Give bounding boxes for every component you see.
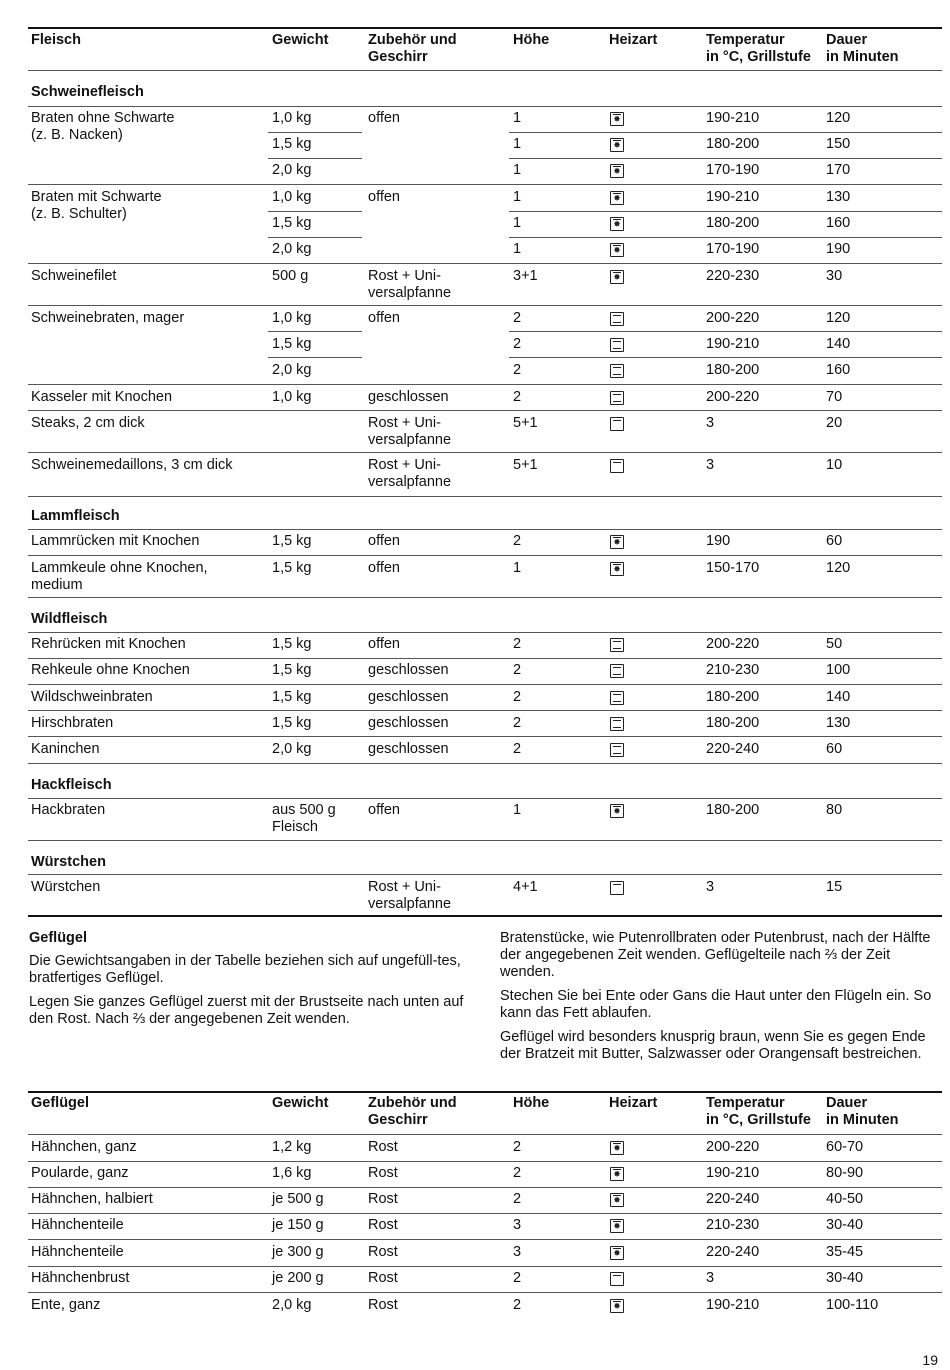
column-header-dauer: in Minuten xyxy=(826,49,899,65)
cell-name: Poularde, ganz xyxy=(31,1165,129,1181)
cell-level: 2 xyxy=(513,1191,522,1207)
cell-duration: 70 xyxy=(826,389,843,405)
cell-duration: 80-90 xyxy=(826,1165,864,1181)
cell-accessory: offen xyxy=(368,636,400,652)
cell-accessory: Rost xyxy=(368,1191,398,1207)
cell-temperature: 220-240 xyxy=(706,741,760,757)
top-bottom-heat-icon xyxy=(610,664,624,678)
cell-duration: 30-40 xyxy=(826,1270,864,1286)
row-divider xyxy=(509,211,942,212)
section-divider xyxy=(28,798,942,799)
cell-duration: 50 xyxy=(826,636,843,652)
fan-grill-icon xyxy=(610,804,624,818)
fan-grill-icon xyxy=(610,1219,624,1233)
column-header-zubehoer: Geschirr xyxy=(368,1112,428,1128)
cell-temperature: 180-200 xyxy=(706,136,760,152)
fan-grill-icon xyxy=(610,164,624,178)
cell-accessory: versalpfanne xyxy=(368,896,452,912)
row-divider xyxy=(268,237,362,238)
cell-name: Schweinemedaillons, 3 cm dick xyxy=(31,457,233,473)
header-divider xyxy=(28,1134,942,1135)
cell-duration: 120 xyxy=(826,310,851,326)
cell-level: 1 xyxy=(513,241,522,257)
cell-temperature: 190-210 xyxy=(706,1165,760,1181)
cell-name: Hirschbraten xyxy=(31,715,114,731)
fan-grill-icon xyxy=(610,243,624,257)
column-header-hoehe: Höhe xyxy=(513,32,550,48)
cell-temperature: 220-240 xyxy=(706,1191,760,1207)
cell-duration: 140 xyxy=(826,689,851,705)
cell-weight: 2,0 kg xyxy=(272,741,312,757)
row-divider xyxy=(268,331,362,332)
cell-level: 2 xyxy=(513,662,522,678)
cell-accessory: geschlossen xyxy=(368,389,449,405)
cell-weight: je 150 g xyxy=(272,1217,324,1233)
header-divider xyxy=(28,70,942,71)
cell-name: Kasseler mit Knochen xyxy=(31,389,173,405)
table-top-rule xyxy=(28,27,942,29)
cell-temperature: 190-210 xyxy=(706,110,760,126)
cell-temperature: 170-190 xyxy=(706,162,760,178)
cell-weight: 2,0 kg xyxy=(272,1297,312,1313)
cell-accessory: geschlossen xyxy=(368,689,449,705)
fan-grill-icon xyxy=(610,217,624,231)
page-number: 19 xyxy=(922,1352,938,1368)
cell-name: Rehrücken mit Knochen xyxy=(31,636,186,652)
cell-level: 2 xyxy=(513,362,522,378)
cell-level: 2 xyxy=(513,1270,522,1286)
cell-name: Würstchen xyxy=(31,879,101,895)
column-header-fleisch: Fleisch xyxy=(31,32,81,48)
row-divider xyxy=(28,263,942,264)
row-divider xyxy=(28,496,942,497)
cell-duration: 30 xyxy=(826,268,843,284)
cell-temperature: 3 xyxy=(706,415,715,431)
cell-duration: 160 xyxy=(826,362,851,378)
section-divider xyxy=(28,632,942,633)
cell-accessory: Rost xyxy=(368,1217,398,1233)
column-header-zubehoer: Geschirr xyxy=(368,49,428,65)
cell-weight: 2,0 kg xyxy=(272,241,312,257)
cell-weight: 1,5 kg xyxy=(272,689,312,705)
cell-temperature: 200-220 xyxy=(706,1139,760,1155)
top-bottom-heat-icon xyxy=(610,638,624,652)
cell-temperature: 200-220 xyxy=(706,310,760,326)
row-divider xyxy=(28,305,942,306)
column-header-temperatur: in °C, Grillstufe xyxy=(706,1112,811,1128)
column-header-temperatur: in °C, Grillstufe xyxy=(706,49,811,65)
grill-icon xyxy=(610,417,624,431)
column-header-dauer: Dauer xyxy=(826,32,868,48)
row-divider xyxy=(268,211,362,212)
cell-accessory: Rost + Uni- xyxy=(368,268,441,284)
cell-accessory: Rost xyxy=(368,1165,398,1181)
row-divider xyxy=(28,1213,942,1214)
section-title: Würstchen xyxy=(31,854,106,870)
cell-level: 5+1 xyxy=(513,457,538,473)
cell-duration: 140 xyxy=(826,336,851,352)
cell-level: 2 xyxy=(513,1297,522,1313)
cell-temperature: 190-210 xyxy=(706,336,760,352)
section-title: Lammfleisch xyxy=(31,508,120,524)
cell-duration: 130 xyxy=(826,715,851,731)
cell-duration: 15 xyxy=(826,879,843,895)
cell-level: 2 xyxy=(513,1165,522,1181)
section-divider xyxy=(28,529,942,530)
cell-name: Lammrücken mit Knochen xyxy=(31,533,200,549)
cell-name: Hähnchenbrust xyxy=(31,1270,130,1286)
cell-weight: 1,5 kg xyxy=(272,336,312,352)
cell-accessory: geschlossen xyxy=(368,662,449,678)
fan-grill-icon xyxy=(610,1141,624,1155)
cell-weight: je 500 g xyxy=(272,1191,324,1207)
row-divider xyxy=(28,555,942,556)
cell-level: 2 xyxy=(513,715,522,731)
cell-temperature: 190-210 xyxy=(706,189,760,205)
cell-weight: 2,0 kg xyxy=(272,362,312,378)
cell-weight: aus 500 g xyxy=(272,802,336,818)
cell-level: 3 xyxy=(513,1217,522,1233)
cell-accessory: offen xyxy=(368,310,400,326)
cell-level: 2 xyxy=(513,389,522,405)
cell-weight: 1,0 kg xyxy=(272,189,312,205)
paragraph: Die Gewichtsangaben in der Tabelle beziehen sich auf ungefüll-tes, bratfertiges Geflügel. xyxy=(29,953,461,986)
column-header-zubehoer: Zubehör und xyxy=(368,32,457,48)
cell-level: 1 xyxy=(513,802,522,818)
cell-temperature: 180-200 xyxy=(706,362,760,378)
cell-level: 1 xyxy=(513,136,522,152)
cell-duration: 120 xyxy=(826,110,851,126)
cell-duration: 100 xyxy=(826,662,851,678)
cell-name: Schweinebraten, mager xyxy=(31,310,185,326)
cell-accessory: versalpfanne xyxy=(368,285,452,301)
section-title: Hackfleisch xyxy=(31,777,112,793)
cell-name: Hackbraten xyxy=(31,802,106,818)
cell-temperature: 180-200 xyxy=(706,215,760,231)
cell-accessory: versalpfanne xyxy=(368,432,452,448)
cell-level: 4+1 xyxy=(513,879,538,895)
column-header-gewicht: Gewicht xyxy=(272,1095,329,1111)
cell-weight: 1,5 kg xyxy=(272,560,312,576)
cell-weight: 1,5 kg xyxy=(272,662,312,678)
grill-icon xyxy=(610,881,624,895)
cell-accessory: Rost + Uni- xyxy=(368,415,441,431)
cell-level: 3+1 xyxy=(513,268,538,284)
cell-temperature: 180-200 xyxy=(706,689,760,705)
cell-duration: 60-70 xyxy=(826,1139,864,1155)
cell-level: 3 xyxy=(513,1244,522,1260)
top-bottom-heat-icon xyxy=(610,691,624,705)
cell-name: Wildschweinbraten xyxy=(31,689,153,705)
row-divider xyxy=(509,132,942,133)
cell-accessory: offen xyxy=(368,560,400,576)
cell-name: medium xyxy=(31,577,83,593)
cell-accessory: Rost xyxy=(368,1270,398,1286)
cell-level: 1 xyxy=(513,215,522,231)
paragraph: Stechen Sie bei Ente oder Gans die Haut unter den Flügeln ein. So kann das Fett ablaufen. xyxy=(500,988,932,1021)
cell-level: 1 xyxy=(513,162,522,178)
cell-temperature: 190-210 xyxy=(706,1297,760,1313)
fan-grill-icon xyxy=(610,138,624,152)
cell-name: (z. B. Schulter) xyxy=(31,206,127,222)
cell-name: Kaninchen xyxy=(31,741,100,757)
cell-name: (z. B. Nacken) xyxy=(31,127,123,143)
column-header-gewicht: Gewicht xyxy=(272,32,329,48)
section-divider xyxy=(28,874,942,875)
column-header-heizart: Heizart xyxy=(609,1095,658,1111)
cell-duration: 160 xyxy=(826,215,851,231)
fan-grill-icon xyxy=(610,1299,624,1313)
cell-level: 1 xyxy=(513,560,522,576)
row-divider xyxy=(28,184,942,185)
cell-weight: 1,2 kg xyxy=(272,1139,312,1155)
row-divider xyxy=(509,357,942,358)
table-top-rule xyxy=(28,1091,942,1093)
table-bottom-rule xyxy=(28,915,942,917)
cell-temperature: 190 xyxy=(706,533,731,549)
cell-weight: Fleisch xyxy=(272,819,318,835)
cell-accessory: offen xyxy=(368,110,400,126)
cell-temperature: 150-170 xyxy=(706,560,760,576)
cell-level: 1 xyxy=(513,189,522,205)
top-bottom-heat-icon xyxy=(610,312,624,326)
cell-weight: 1,6 kg xyxy=(272,1165,312,1181)
section-heading-gefluegel: Geflügel xyxy=(29,930,88,946)
fan-grill-icon xyxy=(610,562,624,576)
fan-grill-icon xyxy=(610,1246,624,1260)
cell-weight: 1,5 kg xyxy=(272,715,312,731)
cell-temperature: 200-220 xyxy=(706,389,760,405)
cell-accessory: Rost + Uni- xyxy=(368,879,441,895)
cell-duration: 80 xyxy=(826,802,843,818)
cell-weight: 2,0 kg xyxy=(272,162,312,178)
cell-temperature: 3 xyxy=(706,879,715,895)
cell-weight: 1,0 kg xyxy=(272,310,312,326)
cell-weight: 1,5 kg xyxy=(272,636,312,652)
cell-temperature: 180-200 xyxy=(706,715,760,731)
cell-duration: 60 xyxy=(826,533,843,549)
cell-name: Braten ohne Schwarte xyxy=(31,110,175,126)
cell-weight: 1,5 kg xyxy=(272,136,312,152)
section-title: Wildfleisch xyxy=(31,611,108,627)
row-divider xyxy=(28,597,942,598)
cell-name: Schweinefilet xyxy=(31,268,117,284)
cell-weight: je 300 g xyxy=(272,1244,324,1260)
cell-duration: 35-45 xyxy=(826,1244,864,1260)
column-header-temperatur: Temperatur xyxy=(706,32,785,48)
cell-accessory: offen xyxy=(368,802,400,818)
row-divider xyxy=(509,237,942,238)
cell-duration: 100-110 xyxy=(826,1297,879,1313)
cell-weight: 1,0 kg xyxy=(272,110,312,126)
row-divider xyxy=(28,684,942,685)
paragraph: Legen Sie ganzes Geflügel zuerst mit der Brustseite nach unten auf den Rost. Nach ⅔ der angegebenen Zeit wenden. xyxy=(29,994,464,1027)
column-header-zubehoer: Zubehör und xyxy=(368,1095,457,1111)
column-header-fleisch: Geflügel xyxy=(31,1095,90,1111)
fan-grill-icon xyxy=(610,112,624,126)
grill-icon xyxy=(610,459,624,473)
cell-temperature: 210-230 xyxy=(706,1217,760,1233)
cell-weight: 1,5 kg xyxy=(272,215,312,231)
cell-accessory: geschlossen xyxy=(368,741,449,757)
cell-duration: 30-40 xyxy=(826,1217,864,1233)
cell-level: 2 xyxy=(513,689,522,705)
cell-weight: je 200 g xyxy=(272,1270,324,1286)
cell-accessory: offen xyxy=(368,533,400,549)
cell-duration: 20 xyxy=(826,415,843,431)
row-divider xyxy=(28,1292,942,1293)
cell-name: Hähnchenteile xyxy=(31,1244,124,1260)
cell-duration: 150 xyxy=(826,136,851,152)
cell-duration: 170 xyxy=(826,162,851,178)
cell-temperature: 220-230 xyxy=(706,268,760,284)
cell-accessory: offen xyxy=(368,189,400,205)
column-header-heizart: Heizart xyxy=(609,32,658,48)
cell-level: 1 xyxy=(513,110,522,126)
cell-accessory: Rost xyxy=(368,1244,398,1260)
fan-grill-icon xyxy=(610,270,624,284)
cell-temperature: 210-230 xyxy=(706,662,760,678)
row-divider xyxy=(28,452,942,453)
cell-level: 2 xyxy=(513,741,522,757)
cell-weight: 500 g xyxy=(272,268,309,284)
cell-temperature: 180-200 xyxy=(706,802,760,818)
column-header-dauer: in Minuten xyxy=(826,1112,899,1128)
top-bottom-heat-icon xyxy=(610,717,624,731)
cell-name: Rehkeule ohne Knochen xyxy=(31,662,190,678)
cell-name: Steaks, 2 cm dick xyxy=(31,415,145,431)
cell-accessory: versalpfanne xyxy=(368,474,452,490)
cell-weight: 1,0 kg xyxy=(272,389,312,405)
section-title: Schweinefleisch xyxy=(31,84,144,100)
cell-name: Hähnchen, halbiert xyxy=(31,1191,153,1207)
top-bottom-heat-icon xyxy=(610,743,624,757)
cell-weight: 1,5 kg xyxy=(272,533,312,549)
top-bottom-heat-icon xyxy=(610,391,624,405)
top-bottom-heat-icon xyxy=(610,364,624,378)
fan-grill-icon xyxy=(610,1167,624,1181)
cell-accessory: geschlossen xyxy=(368,715,449,731)
row-divider xyxy=(28,384,942,385)
row-divider xyxy=(28,658,942,659)
fan-grill-icon xyxy=(610,1193,624,1207)
row-divider xyxy=(28,840,942,841)
fan-grill-icon xyxy=(610,535,624,549)
row-divider xyxy=(28,1187,942,1188)
cell-level: 2 xyxy=(513,1139,522,1155)
cell-duration: 190 xyxy=(826,241,851,257)
row-divider xyxy=(28,1266,942,1267)
cell-accessory: Rost xyxy=(368,1139,398,1155)
cell-temperature: 220-240 xyxy=(706,1244,760,1260)
cell-duration: 10 xyxy=(826,457,843,473)
paragraph: Geflügel wird besonders knusprig braun, wenn Sie es gegen Ende der Bratzeit mit Butter, Salzwasser oder Orangensaft bestreichen. xyxy=(500,1029,926,1062)
row-divider xyxy=(28,1161,942,1162)
row-divider xyxy=(268,158,362,159)
cell-accessory: Rost xyxy=(368,1297,398,1313)
column-header-temperatur: Temperatur xyxy=(706,1095,785,1111)
row-divider xyxy=(268,132,362,133)
cell-temperature: 3 xyxy=(706,457,715,473)
cell-duration: 60 xyxy=(826,741,843,757)
cell-level: 2 xyxy=(513,310,522,326)
row-divider xyxy=(28,710,942,711)
column-header-dauer: Dauer xyxy=(826,1095,868,1111)
cell-temperature: 200-220 xyxy=(706,636,760,652)
row-divider xyxy=(28,1239,942,1240)
paragraph: Bratenstücke, wie Putenrollbraten oder Putenbrust, nach der Hälfte der angegebenen Zeit wenden. Geflügelteile nach ⅔ der Zeit wenden. xyxy=(500,930,931,980)
cell-name: Ente, ganz xyxy=(31,1297,101,1313)
cell-name: Lammkeule ohne Knochen, xyxy=(31,560,208,576)
row-divider xyxy=(509,158,942,159)
grill-icon xyxy=(610,1272,624,1286)
cell-accessory: Rost + Uni- xyxy=(368,457,441,473)
cell-temperature: 170-190 xyxy=(706,241,760,257)
cell-name: Hähnchen, ganz xyxy=(31,1139,137,1155)
cell-level: 2 xyxy=(513,336,522,352)
cell-temperature: 3 xyxy=(706,1270,715,1286)
top-bottom-heat-icon xyxy=(610,338,624,352)
fan-grill-icon xyxy=(610,191,624,205)
section-divider xyxy=(28,106,942,107)
row-divider xyxy=(268,357,362,358)
cell-duration: 120 xyxy=(826,560,851,576)
column-header-hoehe: Höhe xyxy=(513,1095,550,1111)
cell-level: 2 xyxy=(513,636,522,652)
row-divider xyxy=(28,763,942,764)
row-divider xyxy=(28,736,942,737)
cell-level: 5+1 xyxy=(513,415,538,431)
row-divider xyxy=(509,331,942,332)
cell-name: Hähnchenteile xyxy=(31,1217,124,1233)
cell-duration: 130 xyxy=(826,189,851,205)
cell-duration: 40-50 xyxy=(826,1191,864,1207)
cell-name: Braten mit Schwarte xyxy=(31,189,162,205)
row-divider xyxy=(28,410,942,411)
cell-level: 2 xyxy=(513,533,522,549)
